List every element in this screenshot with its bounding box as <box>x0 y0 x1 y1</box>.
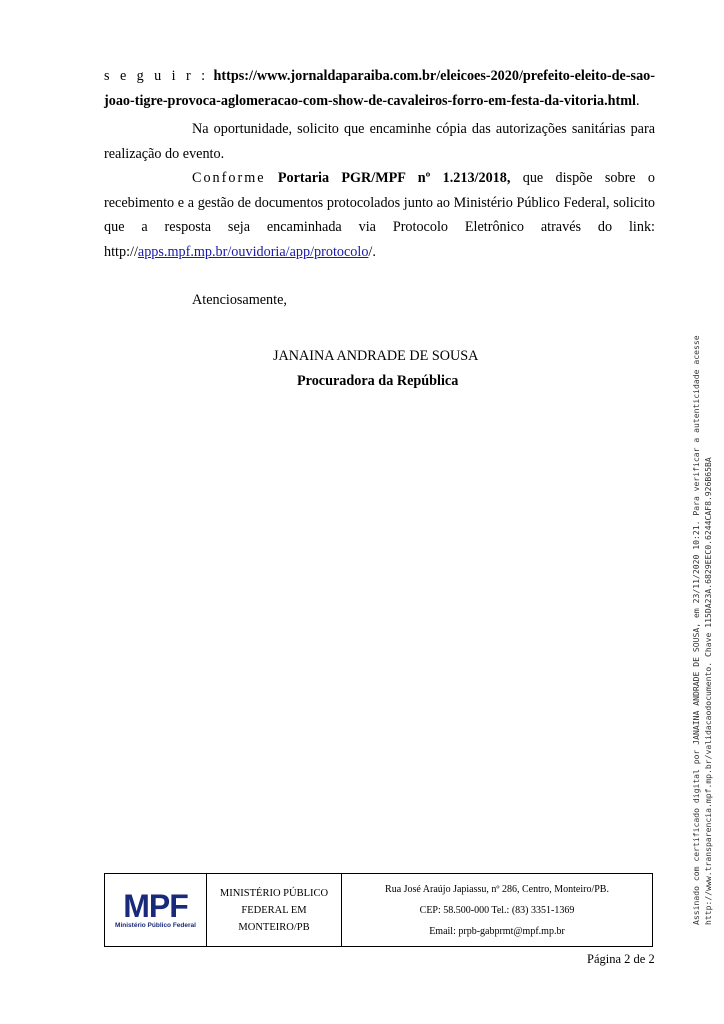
portaria-text: que dispõe sobre o recebimento e a gestão de documentos protocolados junto ao Ministério Público Federal, solicito que a resposta seja encaminhada via Protocolo Eletrônico através do link: http:// <box>104 170 656 260</box>
request-text: Na oportunidade, solicito que encaminhe cópia das autorizações sanitárias para realização do evento. <box>104 121 655 162</box>
protocol-link[interactable]: apps.mpf.mp.br/ouvidoria/app/protocolo <box>137 243 369 260</box>
paragraph-url: s e g u i r : https://www.jornaldaparaiba.com.br/eleicoes-2020/prefeito-eleito-de-sao-joao-tigre-provoca-aglomeracao-com-show-de-cavaleiros-forro-em-festa-da-vitoria.html. <box>104 68 655 109</box>
signer-name: JANAINA ANDRADE DE SOUSA <box>273 348 479 364</box>
signer-title: Procuradora da República <box>297 373 459 389</box>
paragraph-lead: s e g u i r : <box>104 68 208 84</box>
portaria-reference: Portaria PGR/MPF nº 1.213/2018, <box>277 170 511 186</box>
footer-table <box>104 873 653 947</box>
mpf-logo-caption: Ministério Público Federal <box>115 921 196 929</box>
footer-cep-tel: CEP: 58.500-000 Tel.: (83) 3351-1369 <box>419 904 575 916</box>
paragraph-request <box>104 117 655 166</box>
footer-organization: MINISTÉRIO PÚBLICO FEDERAL EM MONTEIRO/PB <box>207 874 342 946</box>
mpf-logo <box>105 874 207 946</box>
paragraph-portaria: Conforme Portaria PGR/MPF nº 1.213/2018, que dispõe sobre o recebimento e a gestão de documentos protocolados junto ao Ministério Público Federal, solicito que a resposta seja encaminhada via Protocolo Eletrônico através do link: http://apps.mpf.mp.br/ouvidoria/app/protocolo/. <box>104 170 656 260</box>
portaria-lead: Conforme <box>192 170 266 186</box>
footer-address: Rua José Araújo Japiassu, nº 286, Centro, Monteiro/PB. <box>385 883 609 895</box>
signature-note-line-1: Assinado com certificado digital por JANAINA ANDRADE DE SOUSA, em 23/11/2020 10:21. Para verificar a autenticidade acesse <box>691 335 701 925</box>
closing-salutation: Atenciosamente, <box>192 292 287 308</box>
signature-note-line-2: http://www.transparencia.mpf.mp.br/validacaodocumento. Chave 115DA23A.6829EEC0.6244CAF8.926B65BA <box>703 457 713 925</box>
footer-contact <box>342 874 652 946</box>
footer-email: Email: prpb-gabprmt@mpf.mp.br <box>429 925 565 937</box>
news-url[interactable]: https://www.jornaldaparaiba.com.br/eleicoes-2020/prefeito-eleito-de-sao-joao-tigre-provoca-aglomeracao-com-show-de-cavaleiros-forro-em-festa-da-vitoria.html <box>104 68 655 109</box>
page-number: Página 2 de 2 <box>587 952 655 966</box>
digital-signature-note <box>690 335 714 925</box>
mpf-logo-mark: MPF <box>123 887 188 924</box>
